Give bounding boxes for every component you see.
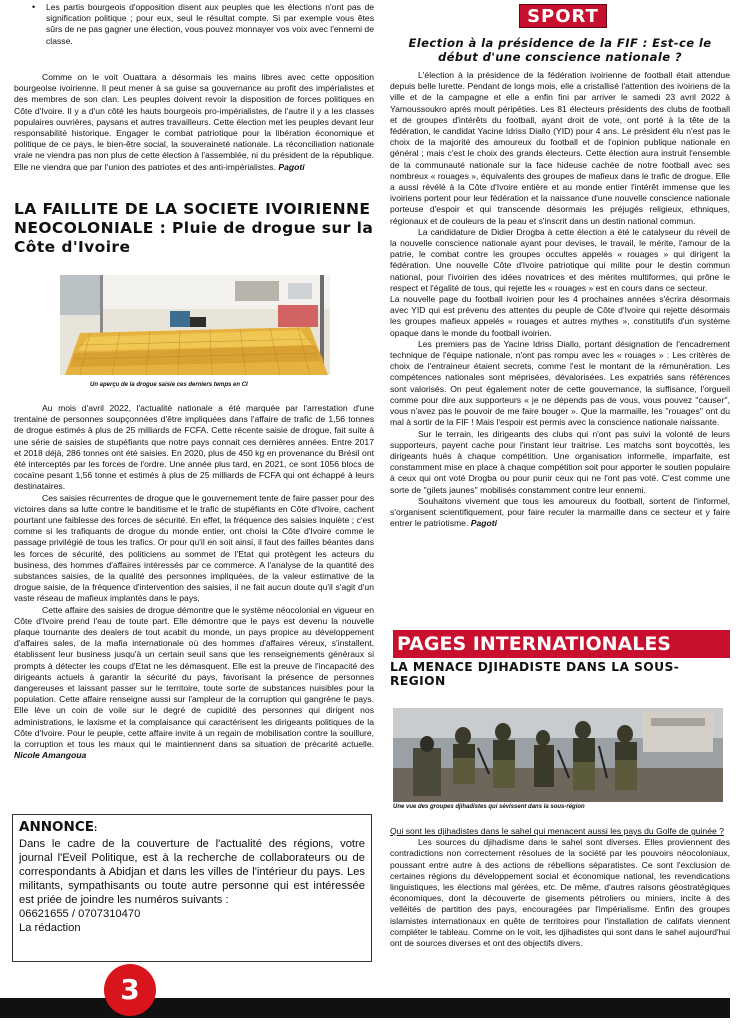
annonce-title: ANNONCE	[19, 819, 94, 835]
intl-title-line2: REGION	[390, 674, 446, 688]
intl-article-body	[390, 826, 730, 949]
drug-article-title	[14, 200, 374, 257]
annonce-body: Dans le cadre de la couverture de l'actualité des régions, votre journal l'Eveil Politique, est à la recherche de collaborateurs ou de correspondants à Abidjan et dans les villes de l'intérieur du pays. Les militants, sympathisants ou toute autre personne qui est intéressée est priée de joindre les numéros suivants :	[19, 838, 365, 906]
drug-title-line2: NEOCOLONIALE : Pluie de drogue sur la Côte d'Ivoire	[14, 219, 374, 256]
sport-paragraph-1: L'élection à la présidence de la fédération ivoirienne de football était attendue depuis belle lurette. Pendant de longs mois, elle a cristallisé l'attention des ivoiriens de la ville et de la campagne et elle a enfin fini par arriver le samedi 23 avril 2022 à Yamoussoukro après moult péripéties. Les 81 électeurs présidents des clubs de football et de groupes d'intérêts du football, ayant droit de vote, ont porté à la tête de la fédération, le candidat Yacine Idriss Diallo (YID) pour 4 ans. Le président élu n'est pas le choix de la majorité des amoureux du football et de l'opinion publique nationale en général ; mais c'est le choix des grands électeurs. Cette élection aura instruit l'ensemble de la communauté nationale sur la face hideuse cachée de notre football avec ses nombreux « rouages », équivalents des groupes de mafieux dans le trafic de drogue. Elle a aussi révélé à la Côte d'Ivoire entière et au monde entier l'intérêt immense que les ivoiriens portent pour leur fédération et la naissance d'une nouvelle conscience nationale porteuse d'espoir et qui transcende désormais les préjugés religieux, ethniques, régionaux et de couleurs de la peau et s'inscrit dans un destin national commun.	[390, 70, 730, 226]
intro-bullet	[14, 2, 374, 47]
page-number-badge	[104, 964, 156, 1016]
intro-block	[14, 72, 374, 173]
annonce-sign: La rédaction	[19, 922, 81, 934]
intl-banner-label: PAGES INTERNATIONALES	[397, 633, 671, 655]
intro-signature: Pagoti	[278, 161, 305, 172]
sport-title: Election à la présidence de la FIF : Est-ce le début d'une conscience nationale ?	[408, 36, 712, 64]
intl-paragraph: Les sources du djihadisme dans le sahel sont diverses. Elles proviennent des contradictions non correctement résolues de la société par les pouvoirs néocoloniaux, poussant entre autre à des actions de rébellions séparatistes. Ce sont l'exclusion de certaines régions du développement social et économique national, les revendications linguistiques, les élections mal gérées, etc. De même, d'autres raisons géostratégiques économiques, dont la découverte de gisements pétroliers ou miniers, incite à des velléités de partition des pays, encouragées par l'impérialisme. Enfin des groupes islamistes internationaux en quête de territoires pour l'installation de califats viennent compléter le tableau. Comme on le voit, les djihadistes qui sont dans le sahel aujourd'hui ont de sources diverses et ont des objectifs divers.	[390, 837, 730, 949]
sport-paragraph-3: La nouvelle page du football ivoirien pour les 4 prochaines années s'écrira désormais avec YID qui est prévenu des attentes du peuple de Côte d'Ivoire qui rejette désormais les groupes mafieux appelés « rouages et autres mythes », constitutifs d'un système opaque dans le monde du football ivoirien.	[390, 294, 730, 338]
annonce-box	[12, 814, 372, 962]
intl-title-line1: LA MENACE DJIHADISTE DANS LA SOUS-	[390, 660, 680, 674]
page-number: 3	[120, 973, 140, 1006]
drug-paragraph-3: Cette affaire des saisies de drogue démontre que le système néocolonial en vigueur en Côte d'Ivoire prend l'eau de toute part. Elle démontre que le pays est devenu la nouvelle plaque tournante des dealers de tout acabit du monde, un pays propice au développement d'affaires sales, de la mafia internationale où des hommes d'affaires véreux, s'installent, établissent leur business jusqu'à un certain seuil sans que les renseignements généraux si prompts à détecter les coups d'Etat ne les démasquent. Elle est la preuve de l'incapacité des dirigeants actuels à garantir la sécurité du pays, favorisant la présence de personnes dangereuses et laissant passer sur le territoire, toute sorte de substances nuisibles pour la population. Cette affaire renseigne aussi sur l'ampleur de la corruption qui gangrène le pays. Elle lève un coin de voile sur le degré de cupidité des personnes qui dirigent nos administrations, le laxisme et la complaisance qui caractérisent les dirigeants politiques de la Côte d'Ivoire. Pour le peuple, cette affaire invite à un regain de mobilisation contre la souillure, la corruption et tous les maux qui le maintiennent dans sa situation de précarité actuelle. Nicole Amangoua	[14, 604, 374, 761]
sport-paragraph-6: Souhaitons vivement que tous les amoureux du football, sortent de l'informel, s'organisent scientifiquement, pour faire reculer la marmaille dans ce secteur et y faire entrer le patriotisme. Pagoti	[390, 495, 730, 529]
intro-bullet-text: • Les partis bourgeois d'opposition disent aux peuples que les élections n'ont pas de signification politique ; pour eux, seul le résultat compte. Si par exemple vous êtes sûrs de ne pas gagner une élection, vous pouvez monnayer vos voix avec l'ennemi de classe.	[46, 2, 374, 46]
drug-bundles-image	[60, 275, 330, 375]
intl-title	[390, 660, 730, 688]
intl-photo-caption: Une vue des groupes djihadistes qui sévissent dans la sous-région	[393, 804, 585, 810]
intl-question: Qui sont les djihadistes dans le sahel qui menacent aussi les pays du Golfe de guinée ?	[390, 826, 724, 836]
jihadist-group-image	[393, 708, 723, 802]
drug-photo	[60, 275, 330, 375]
drug-paragraph-2: Ces saisies récurrentes de drogue que le gouvernement tente de faire passer pour des victoires dans sa lutte contre le banditisme et le trafic de stupéfiants en Côte d'Ivoire, cachent pourtant une faiblesse des forces de sécurité. En effet, la fréquence des saisies inquiète ; c'est comme si les trafiquants de drogue du monde entier, ont choisi la Côte d'Ivoire comme le passage privilégié de tous les trafics. Or pour qu'il en soit ainsi, il faut des failles béantes dans les forces de sécurité, des politiciens au sommet de l'Etat qui protègent les acteurs du business, des hommes d'affaires intéressés par ce commerce. A l'analyse de la quantité des substances saisies, de la qualité des personnes impliquées, de la valeur estimative de la drogue saisie, de la fréquence d'intervention des saisies, il ne fait aucun doute qu'il s'agit d'un vaste réseau de mafieux implantés dans le pays.	[14, 492, 374, 604]
annonce-phones: 06621655 / 0707310470	[19, 908, 141, 920]
sport-banner-label: SPORT	[527, 6, 599, 27]
sport-paragraph-4: Les premiers pas de Yacine Idriss Diallo, portant désignation de l'encadrement technique de l'équipe nationale, n'ont pas rompu avec les « rouages » : Les critères de choix de l'entraineur étaient secrets, comme l'est le montant de la rémunération. Les compétences nationales sont méprisées, dévalorisées. Les expatriés sans références sont valorisés. On peut également noter de cette gouvernance, la suffisance, l'orgueil comme pour dire aux supporteurs « je ne dépends pas de vous, vous pouvez ''causer'', vous n'avez pas le pouvoir de me faire bouger ». Que la marmaille, les ''rouages'' ont du mal à sortir de la FIF ! Mais l'espoir est permis avec la conscience nationale naissante.	[390, 338, 730, 428]
intl-banner	[393, 630, 730, 658]
sport-signature: Pagoti	[470, 518, 497, 529]
drug-signature: Nicole Amangoua	[14, 750, 87, 761]
intl-photo	[393, 708, 723, 802]
annonce-title-suffix: :	[93, 824, 98, 833]
sport-paragraph-2: La candidature de Didier Drogba à cette élection a été le catalyseur du réveil de la nouvelle conscience nationale ayant pour devises, le travail, le mérite, l'amour de la patrie, le combat contre les groupes occultes appelés « rouages » qui dirigent la fédération. Une nouvelle Côte d'Ivoire patriotique qui milite pour le destin commun national, pour l'ivoirien des idées novatrices et des mérites multiformes, qui prône le respect et l'égalité de tous, qui rejette les « rouages » est en cours dans ce secteur.	[390, 226, 730, 293]
drug-article-body	[14, 403, 374, 762]
drug-title-line1: LA FAILLITE DE LA SOCIETE IVOIRIENNE	[14, 200, 371, 218]
sport-article	[390, 36, 730, 529]
intro-paragraph: Comme on le voit Ouattara a désormais les mains libres avec cette opposition bourgeoise ivoirienne. Il peut mener à sa guise sa gouvernance au profit des impérialistes et des membres de son clan. Les peuples doivent revoir la disposition de forces politiques en Côte d'Ivoire. Il y a d'un côté les hauts bourgeois pro-impérialistes, de l'autre il y a les classes populaires ouvrières, paysans et autres travailleurs. Cette élection met les peuples devant leur responsabilité historique. Engager le combat patriotique pour la libération économique et politique de ce pays, le bien-être social, la souveraineté nationale. La réconciliation nationale vraie ne viendra pas non plus de cette élection à l'assemblée, ni du président de la république. Elle ne viendra que par l'union des patriotes et des anti-impérialistes. Pagoti	[14, 72, 374, 172]
sport-paragraph-5: Sur le terrain, les dirigeants des clubs qui n'ont pas suivi la volonté de leurs supporteurs, payent cache pour l'instant leur traitrise. Les matchs sont boycottés, les dirigeants hués à chaque compétition. Une organisation informelle, imparfaite, est constamment mise en place à chaque compétition soit pour apporter le soutien populaire à ceux qui ont voté Drogba ou pour punir ceux qui ne l'ont pas voté. C'est comme une sorte de ''gilets jaunes'' mobilisés constamment contre leur ennemi.	[390, 428, 730, 495]
annonce-heading	[19, 819, 365, 837]
drug-photo-caption: Un aperçu de la drogue saisie ces derniers temps en CI	[90, 382, 248, 388]
sport-banner	[519, 4, 607, 28]
drug-paragraph-1: Au mois d'avril 2022, l'actualité nationale a été marquée par l'arrestation d'une trentaine de personnes soupçonnées d'être impliquées dans l'affaire de trafic de 1,56 tonnes de drogue estimés à plus de 25 milliards de FCFA. Cette récente saisie de drogue, fait suite à une série de saisies de stupéfiants que notre pays connait ces dernières années. Entre 2017 et 2018 déjà, 286 tonnes ont été saisies. En 2020, plus de 450 kg en provenance du Brésil ont été interceptés par les forces de l'ordre. Une année plus tard, en 2021, ce sont 1056 blocs de cocaïne pesant 1,56 tonne et estimés à plus de 25 milliards de FCFA qui ont échappé à leurs destinataires.	[14, 403, 374, 492]
